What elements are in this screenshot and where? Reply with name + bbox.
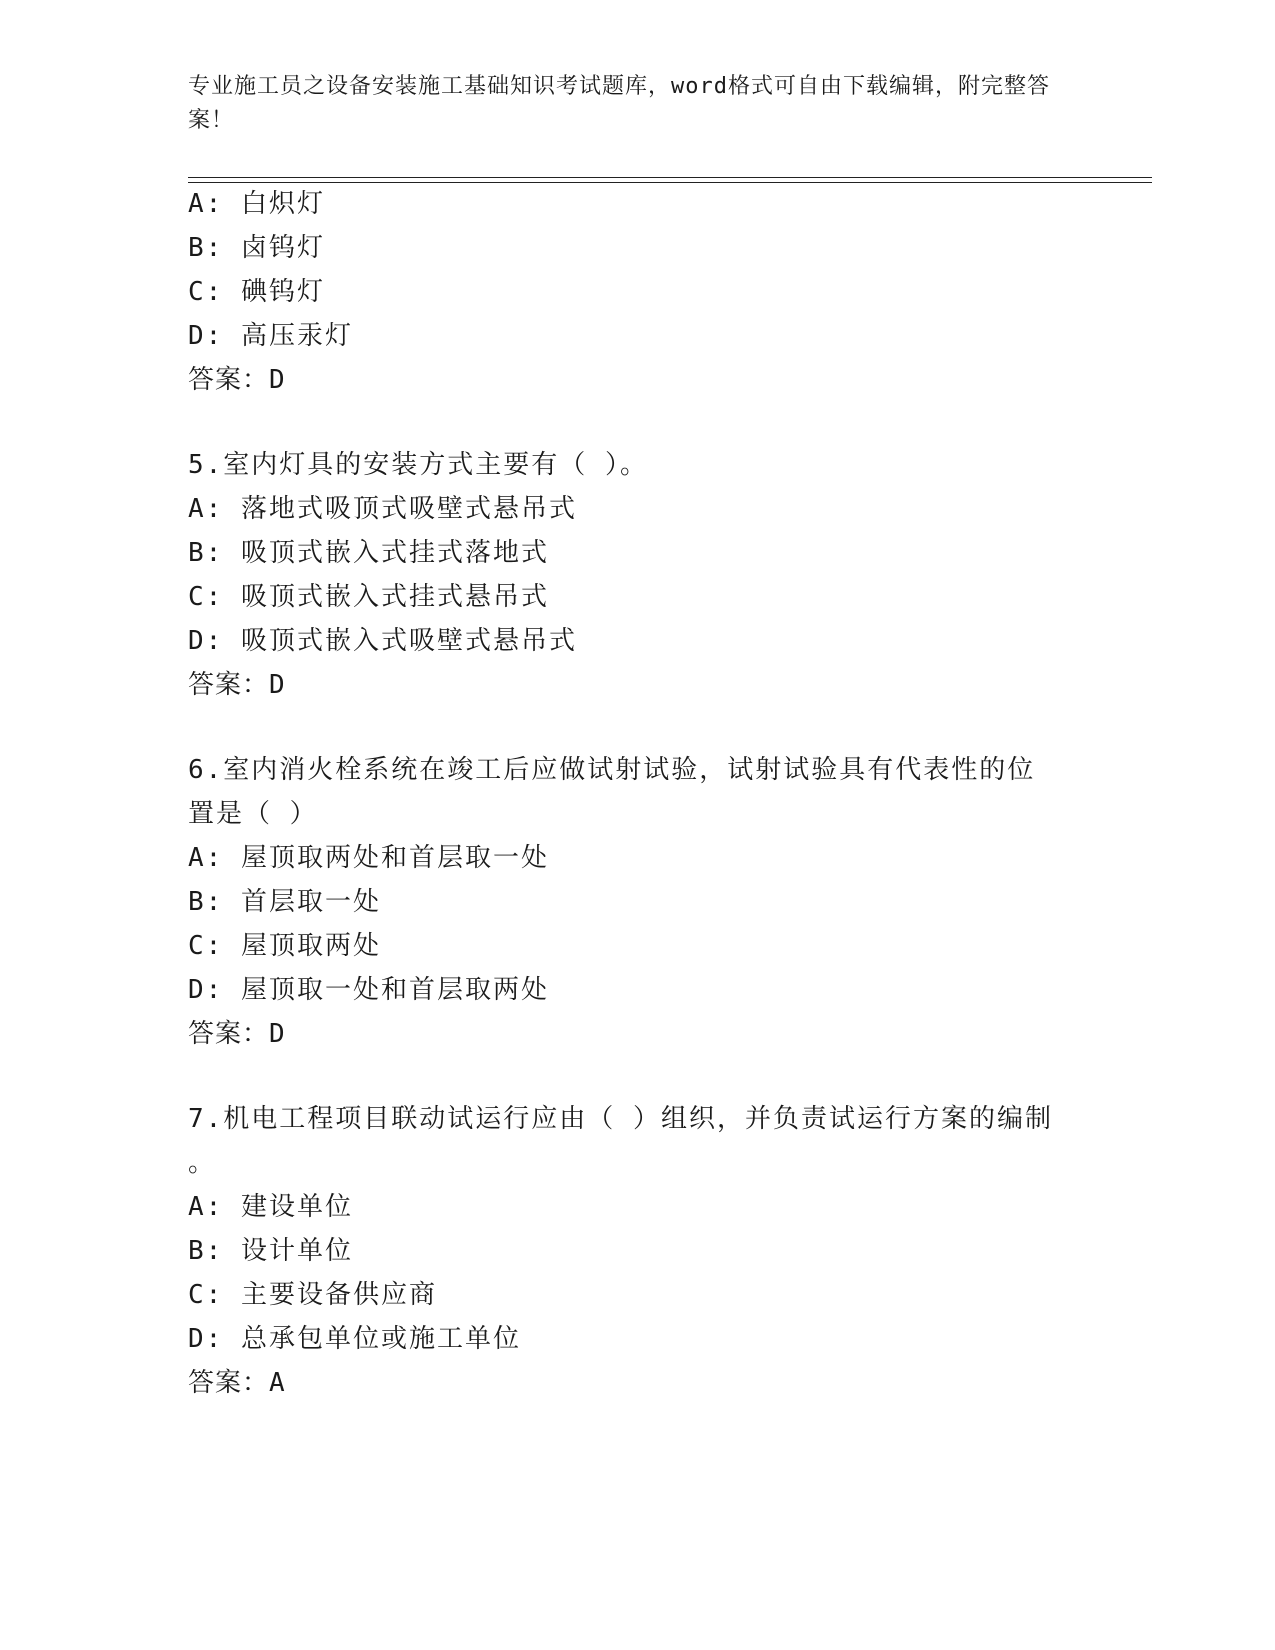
- answer-value: A: [269, 1368, 286, 1398]
- question-stem: 5.室内灯具的安装方式主要有（ ）。: [188, 450, 648, 480]
- answer-line: [188, 668, 286, 702]
- header-divider-bottom: [188, 182, 1152, 183]
- option-d: D: 高压汞灯: [188, 321, 353, 351]
- option-c: C: 主要设备供应商: [188, 1280, 437, 1310]
- option-a: A: 屋顶取两处和首层取一处: [188, 843, 549, 873]
- option-a: A: 落地式吸顶式吸壁式悬吊式: [188, 494, 577, 524]
- question-stem-continued: 。: [188, 1148, 217, 1178]
- option-c: C: 屋顶取两处: [188, 931, 381, 961]
- option-d: D: 吸顶式嵌入式吸壁式悬吊式: [188, 626, 577, 656]
- document-header: 专业施工员之设备安装施工基础知识考试题库，word格式可自由下载编辑，附完整答案！: [188, 74, 1050, 133]
- option-c: C: 吸顶式嵌入式挂式悬吊式: [188, 582, 549, 612]
- option-d: D: 屋顶取一处和首层取两处: [188, 975, 549, 1005]
- answer-label: 答案：: [188, 365, 270, 395]
- option-b: B: 卤钨灯: [188, 233, 325, 263]
- question-stem: 7.机电工程项目联动试运行应由（ ）组织，并负责试运行方案的编制: [188, 1104, 1053, 1134]
- answer-label: 答案：: [188, 670, 270, 700]
- option-b: B: 首层取一处: [188, 887, 381, 917]
- option-b: B: 设计单位: [188, 1236, 353, 1266]
- option-c: C: 碘钨灯: [188, 277, 325, 307]
- answer-line: [188, 1017, 286, 1051]
- answer-line: [188, 1366, 286, 1400]
- header-divider-top: [188, 177, 1152, 178]
- question-stem: 6.室内消火栓系统在竣工后应做试射试验，试射试验具有代表性的位: [188, 755, 1036, 785]
- answer-value: D: [269, 1019, 286, 1049]
- answer-label: 答案：: [188, 1019, 270, 1049]
- option-a: A: 白炽灯: [188, 189, 325, 219]
- option-a: A: 建设单位: [188, 1192, 353, 1222]
- answer-line: [188, 363, 286, 397]
- question-stem-continued: 置是（ ）: [188, 799, 318, 829]
- option-b: B: 吸顶式嵌入式挂式落地式: [188, 538, 549, 568]
- answer-value: D: [269, 670, 286, 700]
- answer-value: D: [269, 365, 286, 395]
- answer-label: 答案：: [188, 1368, 270, 1398]
- option-d: D: 总承包单位或施工单位: [188, 1324, 521, 1354]
